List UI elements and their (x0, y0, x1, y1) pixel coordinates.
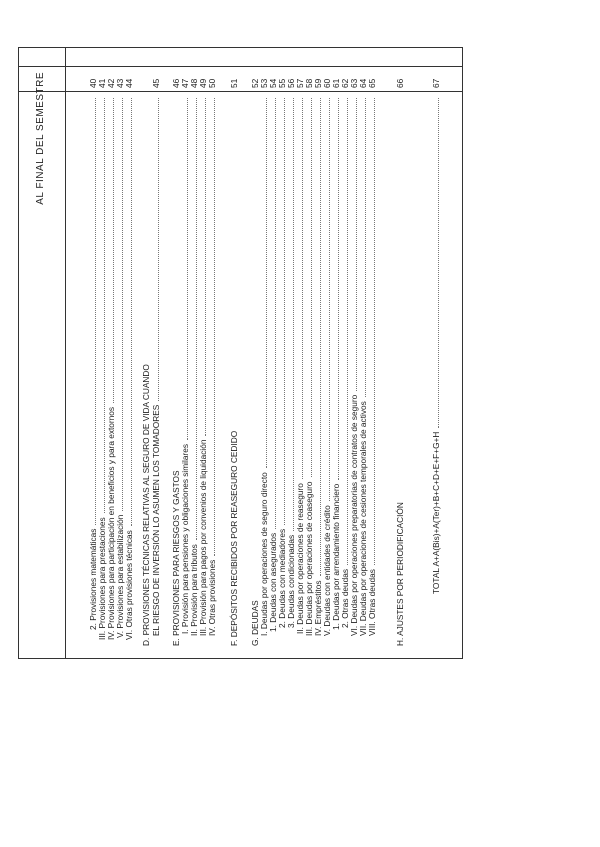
row-label: VIII. Otras deudas (367, 569, 377, 636)
dot-leader (304, 98, 312, 477)
row-code: 44 (124, 78, 134, 88)
row-label: IV. Empréstitos (313, 580, 323, 636)
header-divider (65, 48, 66, 658)
row-code: 59 (313, 78, 323, 88)
row-label: 1. Deudas con asegurados (268, 532, 278, 632)
dot-leader (268, 98, 276, 529)
row-code: 49 (198, 78, 208, 88)
row-code: 66 (395, 78, 405, 88)
row-code: 42 (106, 78, 116, 88)
row-code: 55 (277, 78, 287, 88)
dot-leader (367, 98, 375, 565)
row-label: VI. Deudas por operaciones preparatorias de contratos de seguro (349, 394, 359, 636)
row-label: H. AJUSTES POR PERIODIFICACIÓN (395, 502, 405, 646)
dot-leader (97, 98, 105, 513)
dot-leader (115, 98, 123, 511)
dot-leader (124, 98, 132, 526)
row-code: 46 (171, 78, 181, 88)
row-code: 41 (97, 78, 107, 88)
table-row (431, 48, 441, 658)
dot-leader (313, 98, 321, 576)
dot-leader (259, 98, 267, 468)
dot-leader (295, 98, 303, 479)
row-label: I. Deudas por operaciones de seguro directo (259, 472, 269, 636)
row-code: 54 (268, 78, 278, 88)
row-label: III. Provisiones para prestaciones (97, 517, 107, 640)
row-code: 60 (322, 78, 332, 88)
dot-leader (277, 98, 285, 525)
table-row (151, 48, 161, 658)
row-label: 3. Deudas condicionadas (286, 534, 296, 628)
dot-leader (106, 98, 114, 403)
table-row (229, 48, 239, 658)
row-label: VI. Otras provisiones técnicas (124, 530, 134, 640)
row-code: 58 (304, 78, 314, 88)
dot-leader (358, 98, 366, 397)
row-code: 40 (88, 78, 98, 88)
row-code: 51 (229, 78, 239, 88)
dot-leader (322, 98, 330, 501)
row-label: 2. Deudas con mediadores (277, 528, 287, 628)
row-code: 61 (331, 78, 341, 88)
column-title: AL FINAL DEL SEMESTRE (35, 72, 46, 205)
row-code: 65 (367, 78, 377, 88)
row-code: 64 (358, 78, 368, 88)
row-label: III. Deudas por operaciones de coaseguro (304, 481, 314, 636)
row-label: III. Provisión para pagos por convenios de liquidación (198, 439, 208, 636)
row-code: 52 (250, 78, 260, 88)
row-label: TOTAL A+A(Bis)+A(Ter)+B+C+D+E+F+G+H (431, 431, 441, 594)
row-code: 62 (340, 78, 350, 88)
dot-leader (207, 98, 215, 556)
row-label: 2. Otras deudas (340, 568, 350, 628)
row-label: V. Provisiones para estabilización (115, 514, 125, 638)
row-code: 67 (431, 78, 441, 88)
row-code: 57 (295, 78, 305, 88)
row-code: 45 (151, 78, 161, 88)
row-label: F. DEPÓSITOS RECIBIDOS POR REASEGURO CEDIDO (229, 430, 239, 646)
row-label: VII. Deudas por operaciones de cesiones temporales de activos (358, 401, 368, 636)
dot-leader (198, 98, 206, 436)
row-label: II. Provisión para tributos (189, 544, 199, 636)
dot-leader (88, 98, 96, 525)
row-label: IV. Provisiones para participación en beneficios y para extornos (106, 406, 116, 640)
row-code: 48 (189, 78, 199, 88)
row-label: D. PROVISIONES TÉCNICAS RELATIVAS AL SEGURO DE VIDA CUANDO (141, 364, 151, 646)
row-label: V. Deudas con entidades de crédito (322, 505, 332, 636)
dot-leader (431, 98, 439, 428)
dot-leader (340, 98, 348, 565)
row-label: EL RIESGO DE INVERSIÓN LO ASUMEN LOS TOMADORES (151, 404, 161, 636)
balance-table (18, 47, 463, 659)
row-label: I. Provisión para pensiones y obligaciones similares (180, 443, 190, 634)
dot-leader (286, 98, 294, 531)
row-code: 50 (207, 78, 217, 88)
table-row (207, 48, 217, 658)
row-code: 43 (115, 78, 125, 88)
row-code: 56 (286, 78, 296, 88)
dot-leader (349, 98, 357, 391)
row-code: 53 (259, 78, 269, 88)
table-row (141, 48, 151, 658)
dot-leader (151, 98, 159, 401)
row-label: 2. Provisiones matemáticas (88, 528, 98, 630)
row-label: E. PROVISIONES PARA RIESGOS Y GASTOS (171, 470, 181, 646)
row-label: 1. Deudas por arrendamiento financiero (331, 483, 341, 630)
table-row (395, 48, 405, 658)
table-header (19, 48, 65, 658)
table-row (367, 48, 377, 658)
row-code: 47 (180, 78, 190, 88)
dot-leader (331, 98, 339, 480)
row-label: II. Deudas por operaciones de reaseguro (295, 483, 305, 634)
dot-leader (189, 98, 197, 540)
row-code: 63 (349, 78, 359, 88)
dot-leader (180, 98, 188, 440)
row-label: IV. Otras provisiones (207, 559, 217, 636)
table-row (124, 48, 134, 658)
row-label: G. DEUDAS (250, 600, 260, 646)
